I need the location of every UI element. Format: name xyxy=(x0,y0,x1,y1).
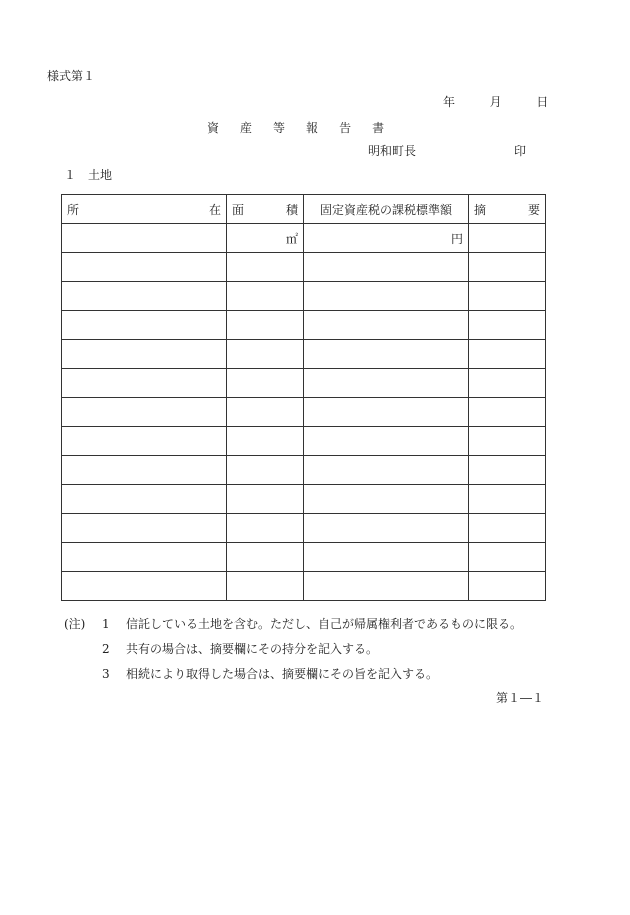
header-remarks: 摘 要 xyxy=(469,195,546,224)
table-row xyxy=(62,427,546,456)
page-number: 第１―１ xyxy=(496,691,545,705)
cell-tax-base[interactable] xyxy=(304,311,469,340)
cell-remarks[interactable] xyxy=(469,369,546,398)
cell-location[interactable] xyxy=(62,311,227,340)
cell-area[interactable] xyxy=(227,311,304,340)
cell-area[interactable] xyxy=(227,427,304,456)
cell-remarks[interactable] xyxy=(469,572,546,601)
table-row xyxy=(62,282,546,311)
notes-block xyxy=(64,617,564,687)
cell-location[interactable] xyxy=(62,543,227,572)
header-tax-base: 固定資産税の課税標準額 xyxy=(304,195,469,224)
table-row xyxy=(62,369,546,398)
cell-tax-base[interactable] xyxy=(304,427,469,456)
note-text: 共有の場合は、摘要欄にその持分を記入する。 xyxy=(126,642,379,656)
cell-tax-base[interactable] xyxy=(304,369,469,398)
cell-location[interactable] xyxy=(62,282,227,311)
note-number: 2 xyxy=(102,642,110,656)
cell-area[interactable] xyxy=(227,398,304,427)
header-area: 面 積 xyxy=(227,195,304,224)
title-char: 等 xyxy=(273,121,286,135)
cell-tax-base[interactable] xyxy=(304,485,469,514)
note-text: 相続により取得した場合は、摘要欄にその旨を記入する。 xyxy=(126,667,439,681)
note-number: 3 xyxy=(102,667,110,681)
cell-area[interactable] xyxy=(227,224,304,253)
cell-location[interactable] xyxy=(62,398,227,427)
table-row xyxy=(62,253,546,282)
cell-remarks[interactable] xyxy=(469,253,546,282)
cell-remarks[interactable] xyxy=(469,311,546,340)
table-row xyxy=(62,311,546,340)
cell-remarks[interactable] xyxy=(469,340,546,369)
cell-remarks[interactable] xyxy=(469,427,546,456)
cell-tax-base[interactable] xyxy=(304,456,469,485)
cell-remarks[interactable] xyxy=(469,282,546,311)
table-row xyxy=(62,398,546,427)
table-row xyxy=(62,340,546,369)
cell-location[interactable] xyxy=(62,369,227,398)
cell-area[interactable] xyxy=(227,456,304,485)
cell-tax-base[interactable] xyxy=(304,398,469,427)
title-char: 資 xyxy=(207,121,220,135)
cell-tax-base[interactable] xyxy=(304,224,469,253)
cell-location[interactable] xyxy=(62,514,227,543)
cell-remarks[interactable] xyxy=(469,224,546,253)
cell-location[interactable] xyxy=(62,572,227,601)
cell-remarks[interactable] xyxy=(469,456,546,485)
cell-tax-base[interactable] xyxy=(304,253,469,282)
date-line xyxy=(443,95,548,109)
cell-area[interactable] xyxy=(227,572,304,601)
table-row xyxy=(62,543,546,572)
seal-mark: 印 xyxy=(514,144,527,158)
notes-label: (注) xyxy=(64,617,86,631)
title-char: 書 xyxy=(372,121,385,135)
cell-tax-base[interactable] xyxy=(304,340,469,369)
table-row xyxy=(62,224,546,253)
note-number: 1 xyxy=(102,617,110,631)
cell-remarks[interactable] xyxy=(469,543,546,572)
cell-location[interactable] xyxy=(62,253,227,282)
title-char: 産 xyxy=(240,121,253,135)
date-day: 日 xyxy=(536,95,549,109)
date-year: 年 xyxy=(443,95,456,109)
cell-area[interactable] xyxy=(227,253,304,282)
date-month: 月 xyxy=(489,95,502,109)
cell-tax-base[interactable] xyxy=(304,572,469,601)
cell-remarks[interactable] xyxy=(469,398,546,427)
note-text: 信託している土地を含む。ただし、自己が帰属権利者であるものに限る。 xyxy=(126,617,523,631)
cell-location[interactable] xyxy=(62,485,227,514)
unit-sqm: ㎡ xyxy=(285,231,298,246)
cell-tax-base[interactable] xyxy=(304,282,469,311)
table-row xyxy=(62,572,546,601)
table-row xyxy=(62,456,546,485)
cell-location[interactable] xyxy=(62,456,227,485)
cell-area[interactable] xyxy=(227,369,304,398)
cell-area[interactable] xyxy=(227,340,304,369)
cell-area[interactable] xyxy=(227,543,304,572)
cell-tax-base[interactable] xyxy=(304,543,469,572)
cell-area[interactable] xyxy=(227,282,304,311)
cell-location[interactable] xyxy=(62,224,227,253)
addressee: 明和町長 xyxy=(368,144,417,158)
section-label: １ 土地 xyxy=(64,168,113,182)
header-location: 所 在 xyxy=(62,195,227,224)
unit-yen: 円 xyxy=(450,231,463,246)
cell-remarks[interactable] xyxy=(469,514,546,543)
table-row xyxy=(62,485,546,514)
form-number: 様式第１ xyxy=(47,69,96,83)
table-header-row xyxy=(62,195,546,224)
cell-remarks[interactable] xyxy=(469,485,546,514)
cell-area[interactable] xyxy=(227,514,304,543)
cell-location[interactable] xyxy=(62,427,227,456)
cell-tax-base[interactable] xyxy=(304,514,469,543)
title-char: 報 xyxy=(306,121,319,135)
document-title xyxy=(207,121,384,135)
cell-location[interactable] xyxy=(62,340,227,369)
cell-area[interactable] xyxy=(227,485,304,514)
title-char: 告 xyxy=(339,121,352,135)
land-table xyxy=(61,194,546,601)
table-row xyxy=(62,514,546,543)
